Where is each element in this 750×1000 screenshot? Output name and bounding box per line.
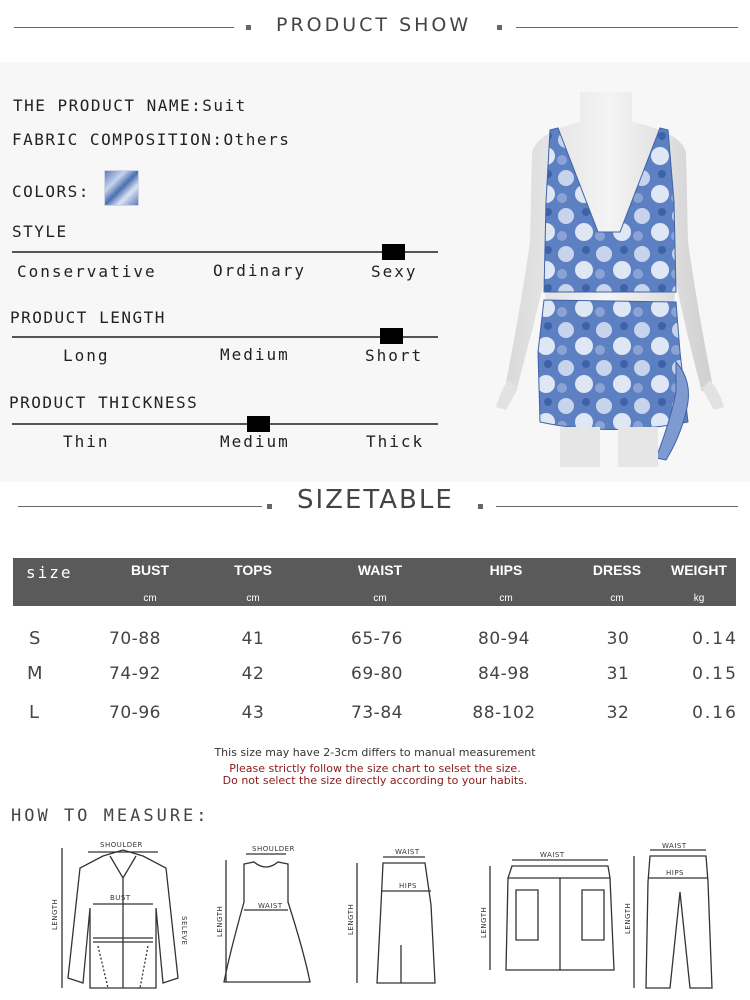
col-header-tops: TOPS [234,562,272,578]
product-show-title: PRODUCT SHOW [276,14,472,36]
cell-hips: 80-94 [478,629,530,649]
label-sleeve: SELEVE [180,916,188,946]
fabric-row [12,130,290,149]
cell-hips: 84-98 [478,664,530,684]
how-to-measure-title: HOW TO MEASURE: [11,806,210,826]
fabric-label: FABRIC COMPOSITION: [12,130,224,149]
cell-weight: 0.14 [692,629,738,649]
thickness-title: PRODUCT THICKNESS [9,393,199,412]
product-name-value: Suit [202,96,247,115]
col-header-waist: WAIST [357,562,403,578]
colors-label: COLORS: [12,182,90,201]
size-note: This size may have 2-3cm differs to manual measurement [214,746,536,759]
label-hips: HIPS [399,882,417,890]
label-waist: WAIST [395,848,420,856]
header-rule-left [14,27,234,28]
row-size-l: L [29,702,40,723]
measure-figure-pants [622,842,732,992]
length-option-long: Long [63,346,110,365]
unit-hips: cm [499,593,513,604]
label-hips: HIPS [666,869,684,877]
label-length: LENGTH [216,905,224,937]
cell-tops: 41 [241,629,265,649]
style-title: STYLE [12,222,68,241]
header-bullet-right [497,25,502,30]
measure-figure-dress [214,842,314,992]
col-header-size: size [26,563,73,582]
length-option-short: Short [365,346,424,365]
cell-hips: 88-102 [472,703,536,723]
cell-tops: 43 [241,703,265,723]
label-length: LENGTH [624,902,632,934]
cell-waist: 69-80 [351,664,403,684]
product-name-row [13,96,247,115]
product-name-label: THE PRODUCT NAME: [13,96,203,115]
cell-dress: 30 [606,629,630,649]
label-waist: WAIST [662,842,687,850]
unit-tops: cm [246,593,260,604]
label-waist: WAIST [540,851,565,859]
cell-bust: 70-88 [109,629,161,649]
unit-bust: cm [143,593,157,604]
cell-weight: 0.16 [692,703,738,723]
label-waist: WAIST [258,902,283,910]
cell-waist: 73-84 [351,703,403,723]
product-photo-mannequin [480,92,740,470]
thickness-scale-line [12,423,438,425]
header-rule-right [516,27,738,28]
cell-bust: 70-96 [109,703,161,723]
length-scale-line [12,336,438,338]
size-warning-1: Please strictly follow the size chart to selset the size. [229,762,521,775]
sizetable-title: SIZETABLE [297,485,454,515]
label-bust: BUST [110,894,131,902]
cell-bust: 74-92 [109,664,161,684]
sizetable-bullet-right [478,504,483,509]
color-swatch-blue-floral[interactable] [104,170,139,206]
style-option-sexy: Sexy [371,262,418,281]
cell-weight: 0.15 [692,664,738,684]
col-header-hips: HIPS [489,562,523,578]
label-shoulder: SHOULDER [252,845,295,853]
style-scale-line [12,251,438,253]
col-header-bust: BUST [130,562,170,578]
length-title: PRODUCT LENGTH [10,308,166,327]
header-bullet-left [246,25,251,30]
col-header-dress: DRESS [592,562,642,578]
cell-tops: 42 [241,664,265,684]
sizetable-rule-left [18,506,262,507]
length-marker [380,328,403,344]
length-option-medium: Medium [220,345,290,364]
unit-waist: cm [373,593,387,604]
cell-waist: 65-76 [351,629,403,649]
unit-dress: cm [610,593,624,604]
label-shoulder: SHOULDER [100,841,143,849]
row-size-m: M [27,663,43,684]
sizetable-bullet-left [267,504,272,509]
measure-figure-jacket [48,838,198,998]
thickness-marker [247,416,270,432]
unit-weight: kg [693,593,705,604]
col-header-weight: WEIGHT [671,562,727,578]
style-marker [382,244,405,260]
row-size-s: S [29,628,41,649]
style-option-conservative: Conservative [17,262,157,281]
sizetable-rule-right [496,506,738,507]
label-length: LENGTH [347,903,355,935]
label-length: LENGTH [51,898,59,930]
cell-dress: 32 [606,703,630,723]
cell-dress: 31 [606,664,630,684]
thickness-option-thin: Thin [63,432,110,451]
thickness-option-medium: Medium [220,432,290,451]
size-warning-2: Do not select the size directly according to your habits. [222,774,528,787]
measure-figure-skirt [345,845,445,990]
measure-figure-mini-skirt [478,850,618,985]
style-option-ordinary: Ordinary [213,261,307,280]
label-length: LENGTH [480,906,488,938]
fabric-value: Others [223,130,291,149]
thickness-option-thick: Thick [366,432,425,451]
